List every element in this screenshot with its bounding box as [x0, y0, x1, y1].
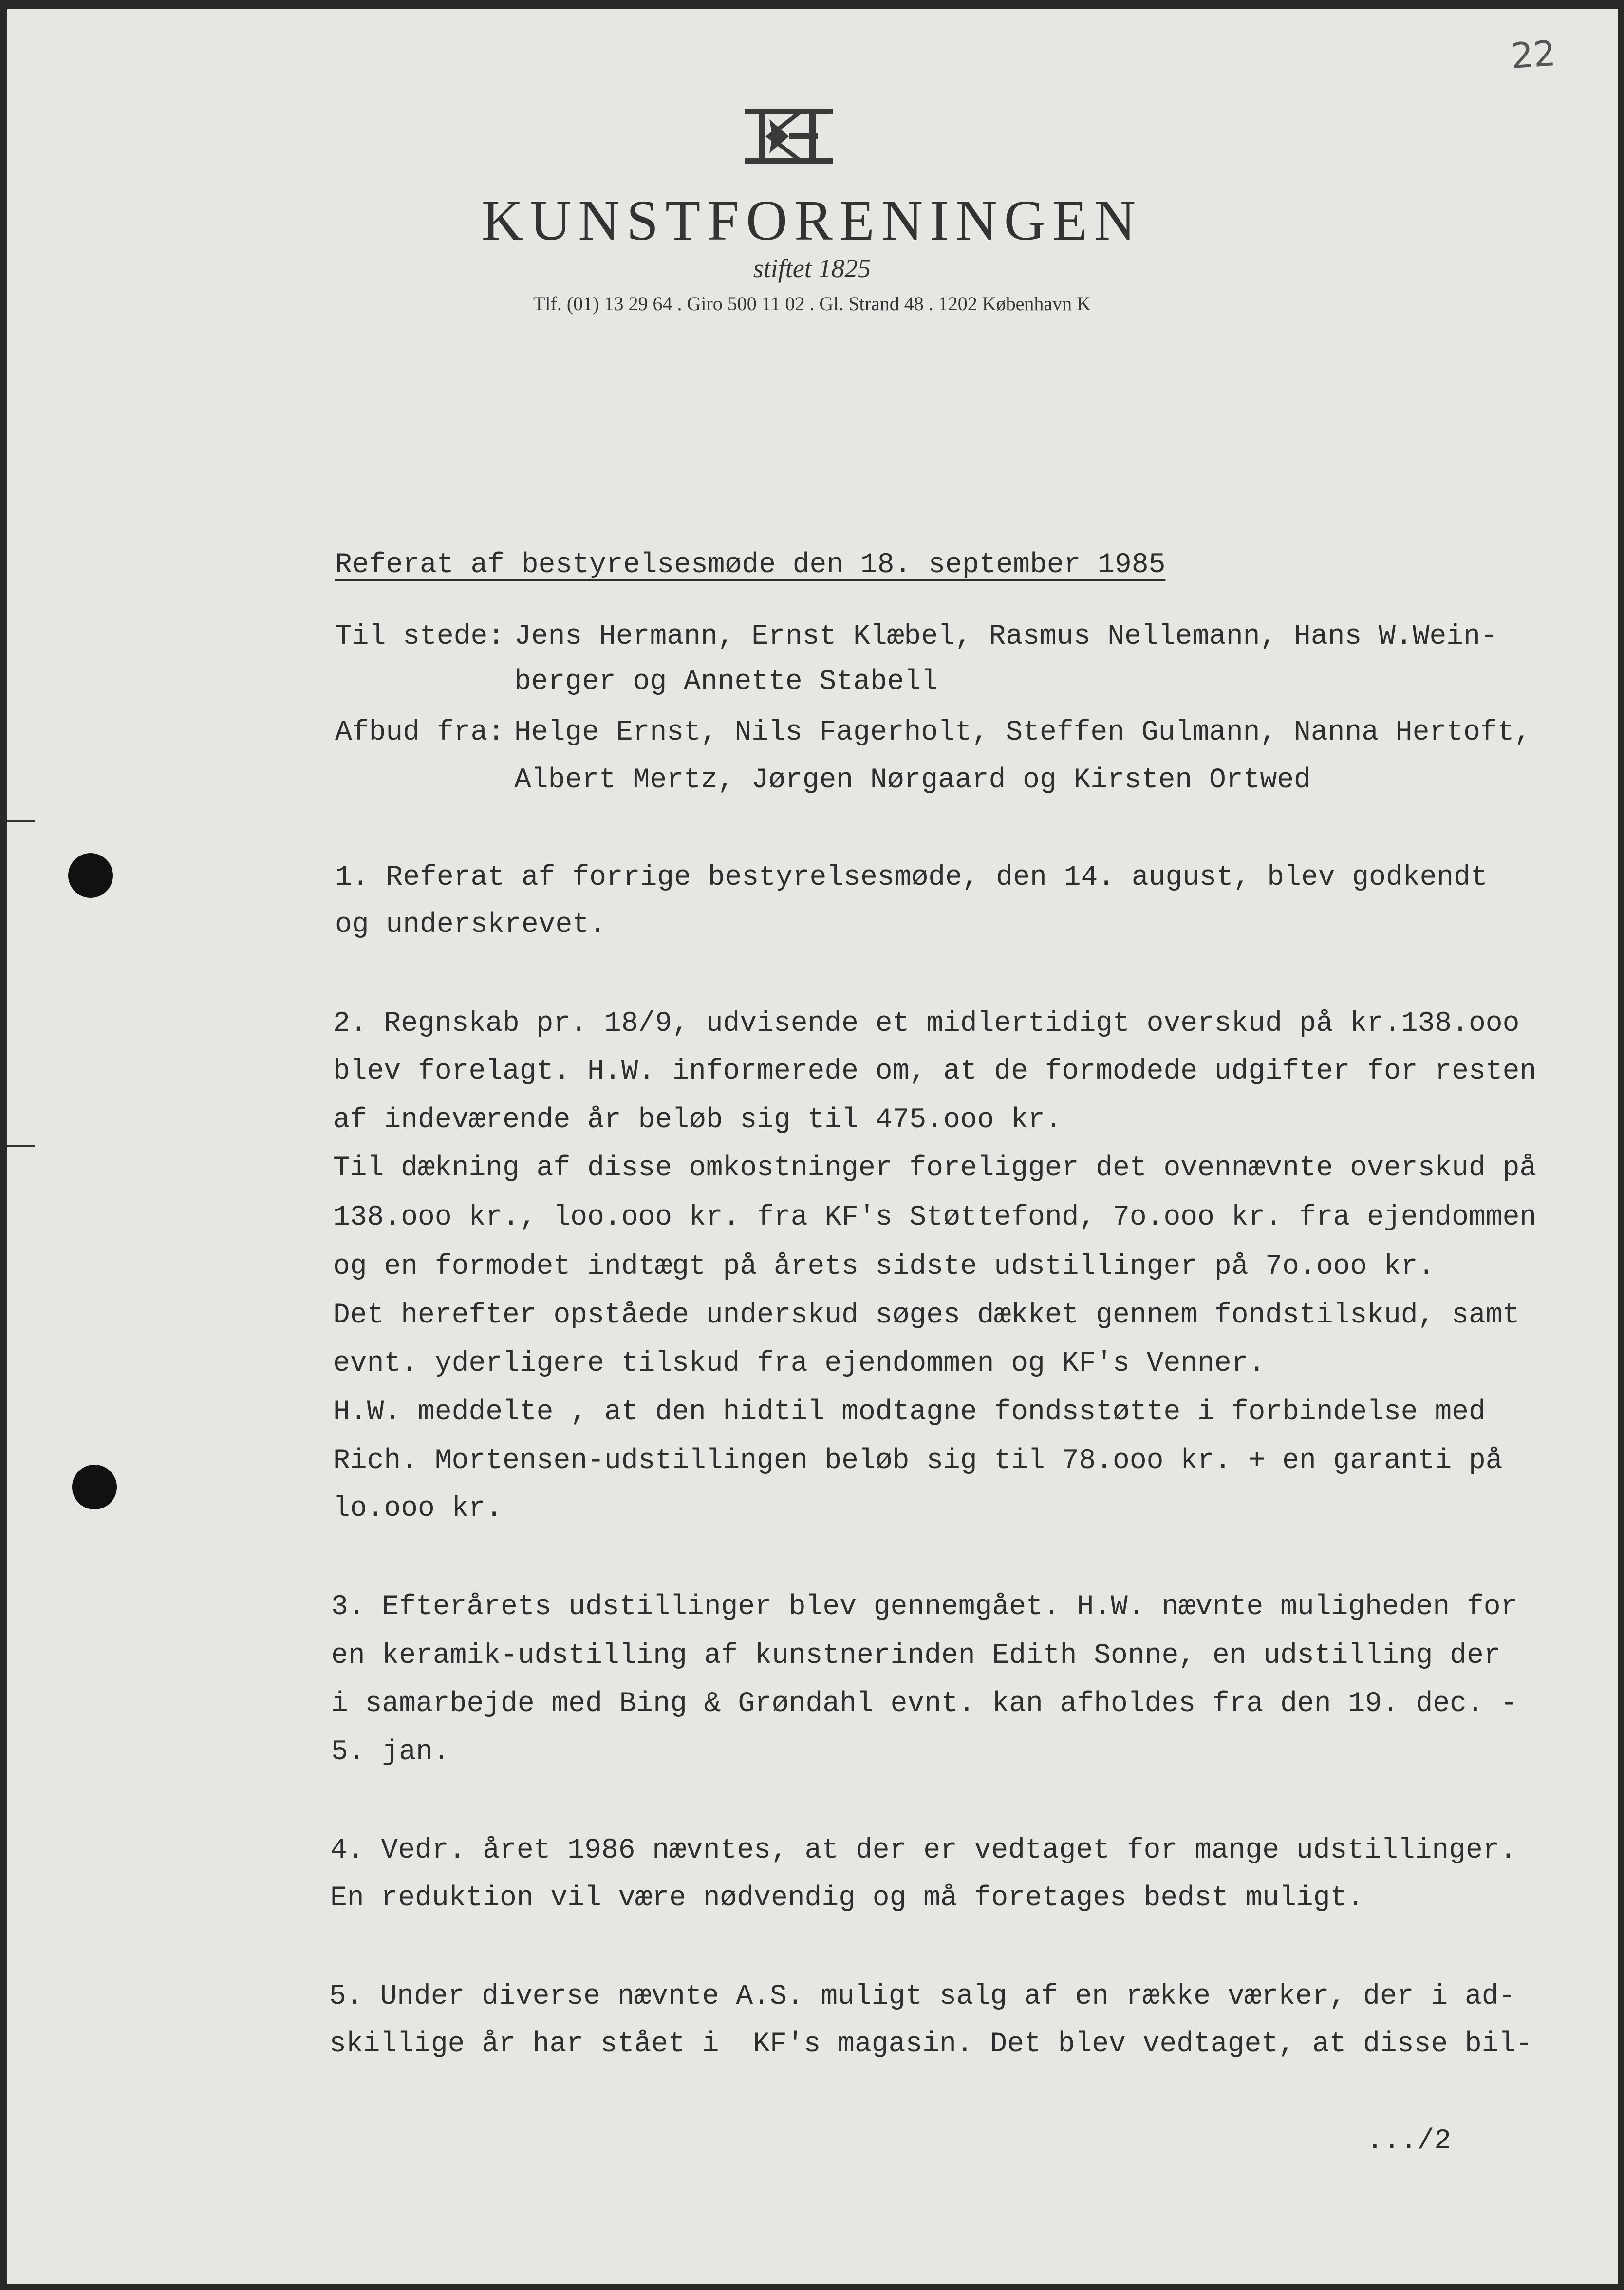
item-line: 3. Efterårets udstillinger blev gennemgået. H.W. nævnte muligheden for: [331, 1591, 1518, 1623]
item-line: af indeværende år beløb sig til 475.ooo kr.: [333, 1104, 1062, 1136]
contact-line: Tlf. (01) 13 29 64 . Giro 500 11 02 . Gl. Strand 48 . 1202 København K: [533, 293, 1091, 315]
item-line: 4. Vedr. året 1986 nævntes, at der er vedtaget for mange udstillinger.: [330, 1835, 1517, 1866]
document-page: [7, 9, 1618, 2284]
margin-mark: [7, 1145, 35, 1147]
item-line: blev forelagt. H.W. informerede om, at de formodede udgifter for resten: [333, 1056, 1537, 1087]
item-line: 5. Under diverse nævnte A.S. muligt salg af en række værker, der i ad-: [329, 1981, 1516, 2012]
item-line: og underskrevet.: [335, 909, 606, 941]
punch-hole: [72, 1465, 117, 1509]
margin-mark: [7, 820, 35, 822]
present-line: Jens Hermann, Ernst Klæbel, Rasmus Nellemann, Hans W.Wein-: [514, 621, 1497, 652]
page-number-annotation: 22: [1510, 32, 1557, 77]
item-line: en keramik-udstilling af kunstnerinden Edith Sonne, en udstilling der: [331, 1640, 1501, 1672]
item-line: evnt. yderligere tilskud fra ejendommen og KF's Venner.: [333, 1348, 1266, 1379]
item-line: skillige år har stået i KF's magasin. Det blev vedtaget, at disse bil-: [329, 2029, 1533, 2060]
absent-line: Albert Mertz, Jørgen Nørgaard og Kirsten Ortwed: [514, 764, 1311, 796]
absent-line: Helge Ernst, Nils Fagerholt, Steffen Gulmann, Nanna Hertoft,: [514, 717, 1531, 748]
item-line: lo.ooo kr.: [333, 1493, 503, 1525]
item-line: Til dækning af disse omkostninger foreligger det ovennævnte overskud på: [333, 1153, 1537, 1184]
absent-label: Afbud fra:: [335, 717, 505, 748]
item-line: 138.ooo kr., loo.ooo kr. fra KF's Støttefond, 7o.ooo kr. fra ejendommen: [333, 1202, 1537, 1233]
item-line: i samarbejde med Bing & Grøndahl evnt. kan afholdes fra den 19. dec. -: [331, 1688, 1518, 1720]
kf-logo-icon: [740, 100, 838, 173]
organization-name: KUNSTFORENINGEN: [481, 188, 1143, 252]
present-label: Til stede:: [335, 621, 505, 652]
punch-hole: [68, 853, 113, 898]
item-line: og en formodet indtægt på årets sidste udstillinger på 7o.ooo kr.: [333, 1251, 1435, 1283]
item-line: Det herefter opståede underskud søges dækket gennem fondstilskud, samt: [333, 1300, 1520, 1331]
item-line: 1. Referat af forrige bestyrelsesmøde, den 14. august, blev godkendt: [335, 862, 1488, 894]
document-title: Referat af bestyrelsesmøde den 18. september 1985: [335, 549, 1166, 581]
item-line: En reduktion vil være nødvendig og må foretages bedst muligt.: [330, 1882, 1364, 1914]
item-line: 2. Regnskab pr. 18/9, udvisende et midlertidigt overskud på kr.138.ooo: [333, 1008, 1520, 1040]
item-line: 5. jan.: [331, 1736, 450, 1768]
item-line: Rich. Mortensen-udstillingen beløb sig til 78.ooo kr. + en garanti på: [333, 1445, 1503, 1477]
item-line: H.W. meddelte , at den hidtil modtagne fondsstøtte i forbindelse med: [333, 1396, 1486, 1428]
founded-line: stiftet 1825: [753, 254, 871, 283]
present-line: berger og Annette Stabell: [514, 666, 938, 698]
continuation-marker: .../2: [1366, 2125, 1452, 2157]
